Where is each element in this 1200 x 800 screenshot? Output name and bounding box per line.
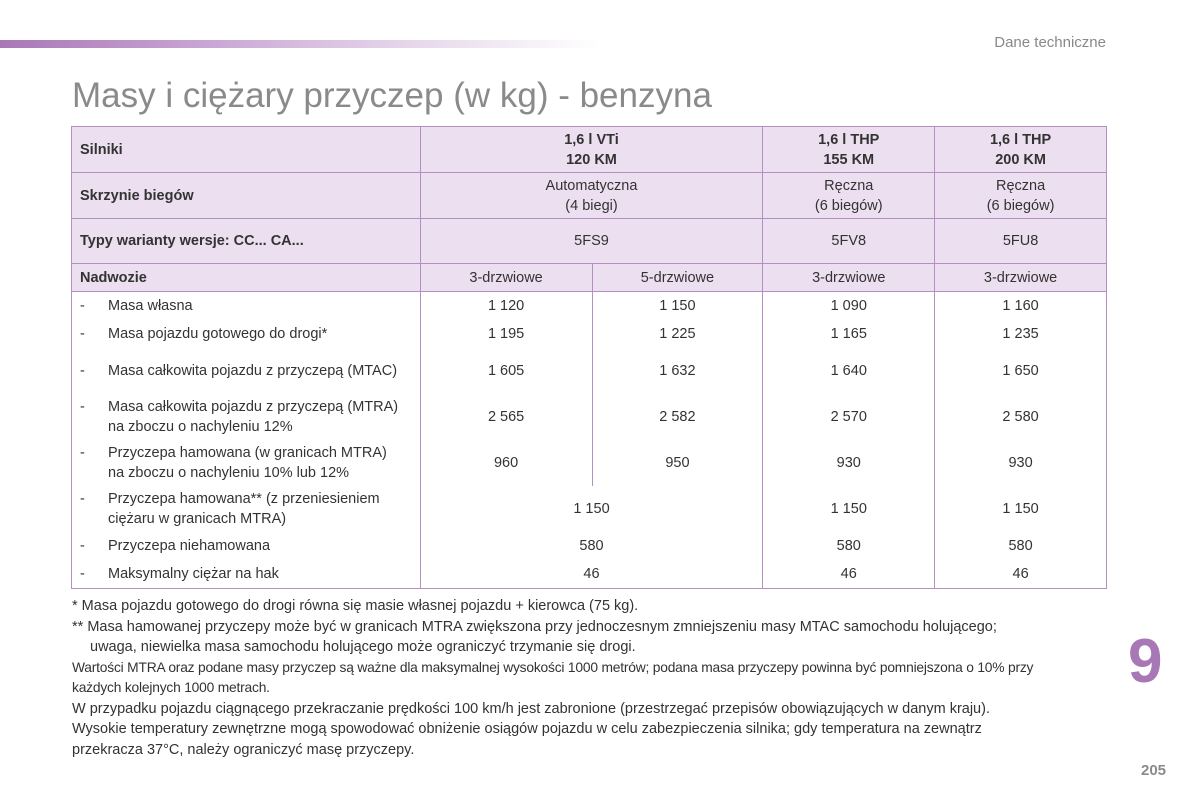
gearbox-label: Skrzynie biegów	[72, 173, 421, 219]
variant-code: 5FS9	[420, 219, 763, 264]
value-cell: 2 570	[763, 394, 935, 440]
row-label-line: na zboczu o nachyleniu 10% lub 12%	[108, 464, 350, 481]
row-label-text	[108, 489, 380, 529]
value-cell: 1 640	[763, 348, 935, 394]
bullet-dash: -	[80, 398, 85, 415]
value-cell: 1 120	[420, 292, 592, 320]
gearbox-gears: (6 biegów)	[814, 197, 883, 214]
row-label	[72, 348, 421, 394]
row-label	[72, 292, 421, 320]
page-number: 205	[1141, 762, 1167, 779]
note-paragraph: przekracza 37°C, należy ograniczyć masę przyczepy.	[72, 741, 415, 758]
row-label	[72, 560, 421, 589]
engine-power: 120 KM	[566, 151, 617, 168]
row-label-line: Masa całkowita pojazdu z przyczepą (MTRA)	[108, 398, 399, 415]
body-type: 3-drzwiowe	[420, 264, 592, 292]
value-cell: 1 225	[592, 320, 763, 348]
bullet-dash: -	[80, 490, 85, 507]
value-cell: 1 165	[763, 320, 935, 348]
bullet-dash: -	[80, 565, 85, 582]
row-label-text: Masa własna	[108, 297, 193, 314]
row-label-line: Przyczepa hamowana (w granicach MTRA)	[108, 444, 387, 461]
value-cell: 2 565	[420, 394, 592, 440]
table-row	[72, 486, 1107, 532]
gearbox-cell	[763, 173, 935, 219]
gearbox-type: Ręczna	[995, 177, 1046, 194]
header-decor-bar	[0, 40, 600, 48]
table-row	[72, 440, 1107, 486]
row-label-text: Przyczepa niehamowana	[108, 537, 271, 554]
value-cell: 950	[592, 440, 763, 486]
gearbox-type: Automatyczna	[545, 177, 638, 194]
row-label	[72, 532, 421, 560]
body-type: 5-drzwiowe	[592, 264, 763, 292]
note-paragraph: W przypadku pojazdu ciągnącego przekraczanie prędkości 100 km/h jest zabronione (przestrzegać przepisów obowiązujących w danym kraju).	[72, 700, 990, 717]
bullet-dash: -	[80, 362, 85, 379]
footnotes	[72, 596, 1112, 760]
value-cell: 46	[763, 560, 935, 589]
footnote: * Masa pojazdu gotowego do drogi równa się masie własnej pojazdu + kierowca (75 kg).	[72, 598, 639, 614]
table-row	[72, 348, 1107, 394]
note-paragraph: Wysokie temperatury zewnętrzne mogą spowodować obniżenie osiągów pojazdu w celu zabezpieczenia silnika; gdy temperatura na zewnątrz	[72, 721, 982, 737]
variants-row	[72, 219, 1107, 264]
engine-power: 200 KM	[995, 151, 1046, 168]
engine-name: 1,6 l THP	[989, 131, 1052, 148]
table-row	[72, 532, 1107, 560]
row-label-line: Przyczepa hamowana** (z przeniesieniem	[108, 490, 380, 507]
value-cell: 930	[935, 440, 1107, 486]
value-cell: 1 150	[420, 486, 763, 532]
engine-name: 1,6 l THP	[818, 131, 880, 148]
value-cell: 1 150	[592, 292, 763, 320]
table-row	[72, 560, 1107, 589]
value-cell: 46	[935, 560, 1107, 589]
table-row	[72, 292, 1107, 320]
footnote-continuation: uwaga, niewielka masa samochodu holującego może ograniczyć trzymanie się drogi.	[90, 639, 636, 655]
engine-name: 1,6 l VTi	[564, 131, 619, 148]
footnote: ** Masa hamowanej przyczepy może być w granicach MTRA zwiększona przy jednoczesnym zmniejszeniu masy MTAC samochodu holującego;	[72, 618, 997, 635]
body-type: 3-drzwiowe	[763, 264, 935, 292]
engine-cell	[420, 127, 763, 173]
value-cell: 1 150	[763, 486, 935, 532]
trailer-weights-table	[71, 126, 1107, 589]
gearbox-gears: (6 biegów)	[986, 197, 1055, 214]
gearbox-type: Ręczna	[824, 177, 874, 194]
gearbox-cell	[935, 173, 1107, 219]
value-cell: 1 650	[935, 348, 1107, 394]
value-cell: 2 580	[935, 394, 1107, 440]
value-cell: 1 235	[935, 320, 1107, 348]
body-type-row	[72, 264, 1107, 292]
gearbox-cell	[420, 173, 763, 219]
bullet-dash: -	[80, 297, 85, 314]
row-label-text	[108, 397, 398, 437]
value-cell: 1 150	[935, 486, 1107, 532]
value-cell: 1 605	[420, 348, 592, 394]
value-cell: 960	[420, 440, 592, 486]
value-cell: 580	[935, 532, 1107, 560]
value-cell: 930	[763, 440, 935, 486]
row-label-text	[108, 443, 387, 483]
engine-power: 155 KM	[823, 151, 875, 168]
table-row	[72, 394, 1107, 440]
page-title: Masy i ciężary przyczep (w kg) - benzyna	[72, 76, 712, 115]
note-paragraph: Wartości MTRA oraz podane masy przyczep są ważne dla maksymalnej wysokości 1000 metrów; podana masa przyczepy powinna być pomniejszona o 10% przy	[72, 659, 1034, 675]
engines-row	[72, 127, 1107, 173]
section-label: Dane techniczne	[994, 34, 1106, 51]
bullet-dash: -	[80, 325, 85, 342]
value-cell: 1 090	[763, 292, 935, 320]
value-cell: 1 160	[935, 292, 1107, 320]
value-cell: 580	[763, 532, 935, 560]
row-label	[72, 486, 421, 532]
variant-code: 5FV8	[763, 219, 935, 264]
row-label-text: Masa pojazdu gotowego do drogi*	[108, 325, 328, 342]
table-row	[72, 320, 1107, 348]
row-label-line: na zboczu o nachyleniu 12%	[108, 418, 293, 435]
row-label	[72, 440, 421, 486]
engines-label: Silniki	[72, 127, 421, 173]
body-type: 3-drzwiowe	[935, 264, 1107, 292]
variants-label: Typy warianty wersje: CC... CA...	[72, 219, 421, 264]
value-cell: 580	[420, 532, 763, 560]
value-cell: 46	[420, 560, 763, 589]
bullet-dash: -	[80, 444, 85, 461]
engine-cell	[763, 127, 935, 173]
value-cell: 1 632	[592, 348, 763, 394]
note-paragraph: każdych kolejnych 1000 metrach.	[72, 680, 270, 695]
row-label-text: Masa całkowita pojazdu z przyczepą (MTAC)	[108, 362, 398, 379]
body-type-label: Nadwozie	[72, 264, 421, 292]
engine-cell	[935, 127, 1107, 173]
value-cell: 1 195	[420, 320, 592, 348]
value-cell: 2 582	[592, 394, 763, 440]
row-label-text: Maksymalny ciężar na hak	[108, 565, 279, 582]
row-label-line: ciężaru w granicach MTRA)	[108, 510, 287, 527]
row-label	[72, 394, 421, 440]
gearbox-gears: (4 biegi)	[565, 197, 618, 214]
chapter-number: 9	[1128, 627, 1163, 696]
variant-code: 5FU8	[935, 219, 1107, 264]
gearbox-row	[72, 173, 1107, 219]
row-label	[72, 320, 421, 348]
bullet-dash: -	[80, 537, 85, 554]
